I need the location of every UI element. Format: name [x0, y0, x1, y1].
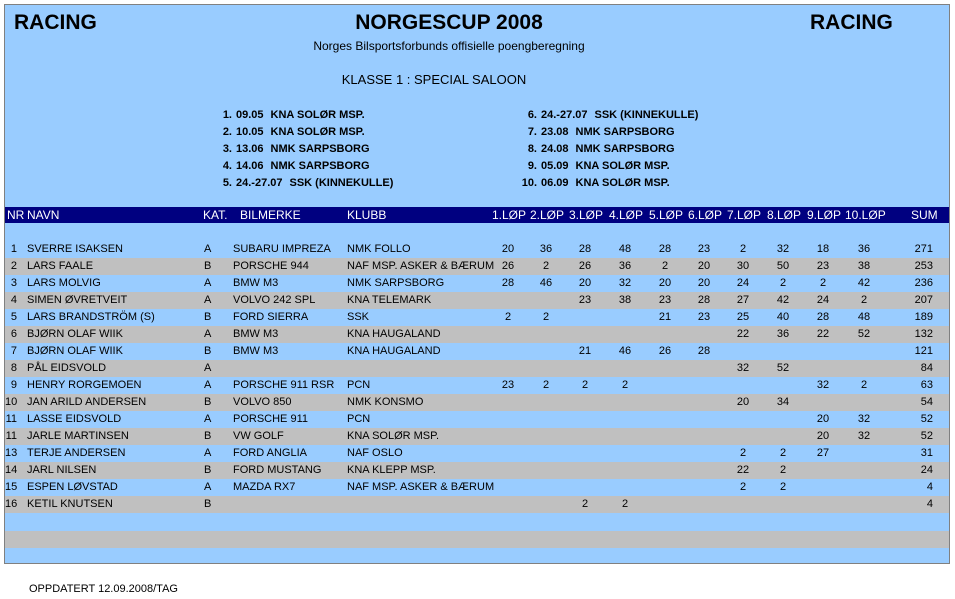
cell-lop-3: 20: [578, 277, 592, 289]
cell-kat: B: [204, 260, 212, 272]
cell-sum: 54: [920, 396, 933, 408]
table-row: [5, 360, 949, 377]
cell-lop-1: 20: [501, 243, 515, 255]
col-lop-4: 4.LØP: [608, 208, 644, 222]
race-number: 2.: [222, 126, 232, 138]
cell-lop-7: 24: [736, 277, 750, 289]
cell-lop-8: 50: [776, 260, 790, 272]
cell-nr: 4: [10, 294, 17, 306]
race-place: NMK SARPSBORG: [270, 160, 370, 172]
col-navn: NAVN: [27, 208, 60, 222]
cell-navn: JAN ARILD ANDERSEN: [27, 396, 147, 408]
cell-lop-7: 22: [736, 464, 750, 476]
cell-navn: JARLE MARTINSEN: [27, 430, 129, 442]
cell-klubb: NAF MSP. ASKER & BÆRUM: [347, 481, 495, 493]
cell-klubb: PCN: [347, 413, 371, 425]
table-bottom-stripe: [5, 531, 949, 548]
cell-lop-10: 36: [857, 243, 871, 255]
racing-label-left: RACING: [14, 11, 97, 34]
cell-lop-4: 2: [621, 379, 629, 391]
cell-lop-10: 2: [860, 294, 868, 306]
table-row: [5, 343, 949, 360]
cell-lop-9: 32: [816, 379, 830, 391]
col-klubb: KLUBB: [347, 208, 387, 222]
cell-lop-3: 2: [581, 498, 589, 510]
col-lop-3: 3.LØP: [568, 208, 604, 222]
cell-lop-6: 23: [697, 311, 711, 323]
race-number: 4.: [222, 160, 232, 172]
cell-kat: B: [204, 396, 212, 408]
cell-lop-10: 32: [857, 413, 871, 425]
cell-kat: B: [204, 311, 212, 323]
cell-lop-1: 23: [501, 379, 515, 391]
cell-bilmerke: BMW M3: [233, 328, 279, 340]
cell-lop-3: 23: [578, 294, 592, 306]
cell-nr: 11: [5, 413, 17, 425]
col-lop-8: 8.LØP: [766, 208, 802, 222]
cell-sum: 132: [914, 328, 933, 340]
class-label: KLASSE 1 : SPECIAL SALOON: [341, 72, 527, 87]
race-place: KNA SOLØR MSP.: [575, 160, 670, 172]
cell-kat: A: [204, 447, 212, 459]
cell-sum: 121: [914, 345, 933, 357]
cell-navn: HENRY RORGEMOEN: [27, 379, 142, 391]
cell-lop-2: 2: [542, 379, 550, 391]
cell-lop-1: 28: [501, 277, 515, 289]
cell-lop-10: 42: [857, 277, 871, 289]
table-row: [5, 462, 949, 479]
cell-kat: B: [204, 464, 212, 476]
race-item: [210, 160, 370, 172]
cell-lop-7: 22: [736, 328, 750, 340]
cell-sum: 4: [926, 481, 933, 493]
col-lop-2: 2.LØP: [529, 208, 565, 222]
cell-lop-8: 2: [779, 447, 787, 459]
cell-lop-3: 28: [578, 243, 592, 255]
cell-lop-7: 2: [739, 481, 747, 493]
col-kat: KAT.: [203, 208, 228, 222]
cell-navn: JARL NILSEN: [27, 464, 97, 476]
table-header: [5, 207, 949, 223]
race-number: 6.: [527, 109, 537, 121]
cell-lop-9: 20: [816, 430, 830, 442]
cell-nr: 7: [10, 345, 17, 357]
cell-klubb: NAF OSLO: [347, 447, 403, 459]
cell-lop-8: 2: [779, 464, 787, 476]
page-title: NORGESCUP 2008: [355, 11, 543, 34]
cell-klubb: PCN: [347, 379, 371, 391]
cell-lop-5: 28: [658, 243, 672, 255]
col-lop-10: 10.LØP: [845, 208, 886, 222]
cell-navn: LASSE EIDSVOLD: [27, 413, 122, 425]
cell-bilmerke: BMW M3: [233, 277, 279, 289]
cell-kat: B: [204, 430, 212, 442]
cell-lop-10: 48: [857, 311, 871, 323]
cell-kat: A: [204, 243, 212, 255]
cell-lop-5: 23: [658, 294, 672, 306]
cell-klubb: KNA KLEPP MSP.: [347, 464, 436, 476]
cell-bilmerke: SUBARU IMPREZA: [233, 243, 331, 255]
cell-nr: 10: [5, 396, 18, 408]
race-item: [515, 143, 675, 155]
cell-sum: 189: [914, 311, 933, 323]
cell-lop-10: 52: [857, 328, 871, 340]
table-row: [5, 411, 949, 428]
race-place: NMK SARPSBORG: [270, 143, 370, 155]
cell-lop-10: 38: [857, 260, 871, 272]
cell-bilmerke: FORD ANGLIA: [233, 447, 307, 459]
race-item: [515, 177, 670, 189]
race-number: 1.: [222, 109, 232, 121]
table-row: [5, 479, 949, 496]
table-row: [5, 377, 949, 394]
cell-lop-4: 2: [621, 498, 629, 510]
cell-lop-9: 22: [816, 328, 830, 340]
cell-navn: ESPEN LØVSTAD: [27, 481, 118, 493]
cell-nr: 15: [5, 481, 18, 493]
race-number: 3.: [222, 143, 232, 155]
cell-lop-9: 23: [816, 260, 830, 272]
cell-lop-7: 20: [736, 396, 750, 408]
cell-bilmerke: FORD SIERRA: [233, 311, 309, 323]
cell-klubb: KNA TELEMARK: [347, 294, 432, 306]
cell-lop-3: 2: [581, 379, 589, 391]
race-date: 14.06: [236, 160, 264, 172]
cell-bilmerke: VOLVO 242 SPL: [233, 294, 316, 306]
cell-bilmerke: PORSCHE 911: [233, 413, 308, 425]
col-lop-7: 7.LØP: [726, 208, 762, 222]
cell-kat: B: [204, 345, 212, 357]
cell-lop-4: 48: [618, 243, 632, 255]
cell-lop-6: 23: [697, 243, 711, 255]
cell-lop-7: 32: [736, 362, 750, 374]
cell-lop-5: 20: [658, 277, 672, 289]
cell-lop-1: 2: [504, 311, 512, 323]
race-place: SSK (KINNEKULLE): [594, 109, 699, 121]
col-lop-9: 9.LØP: [806, 208, 842, 222]
cell-kat: A: [204, 413, 212, 425]
cell-lop-4: 36: [618, 260, 632, 272]
race-number: 5.: [222, 177, 232, 189]
cell-lop-6: 28: [697, 294, 711, 306]
page-subtitle: Norges Bilsportsforbunds offisielle poengberegning: [313, 39, 585, 53]
cell-lop-8: 52: [776, 362, 790, 374]
race-place: KNA SOLØR MSP.: [575, 177, 670, 189]
race-date: 05.09: [541, 160, 569, 172]
col-bilmerke: BILMERKE: [240, 208, 301, 222]
cell-lop-8: 2: [779, 277, 787, 289]
cell-nr: 9: [10, 379, 17, 391]
race-date: 06.09: [541, 177, 569, 189]
cell-nr: 14: [5, 464, 18, 476]
racing-label-right: RACING: [810, 11, 893, 34]
cell-navn: SIMEN ØVRETVEIT: [27, 294, 128, 306]
cell-navn: LARS BRANDSTRÖM (S): [27, 311, 155, 323]
cell-lop-8: 34: [776, 396, 790, 408]
cell-sum: 271: [914, 243, 933, 255]
results-table: [5, 241, 949, 513]
cell-klubb: NMK FOLLO: [347, 243, 411, 255]
table-row: [5, 275, 949, 292]
race-date: 13.06: [236, 143, 264, 155]
cell-klubb: KNA HAUGALAND: [347, 345, 441, 357]
cell-nr: 8: [10, 362, 17, 374]
cell-sum: 52: [920, 413, 933, 425]
table-row: [5, 445, 949, 462]
race-number: 10.: [521, 177, 537, 189]
cell-klubb: NMK SARPSBORG: [347, 277, 445, 289]
cell-bilmerke: FORD MUSTANG: [233, 464, 322, 476]
race-item: [210, 143, 370, 155]
race-item: [515, 109, 698, 121]
cell-sum: 236: [914, 277, 933, 289]
cell-lop-5: 26: [658, 345, 672, 357]
cell-kat: A: [204, 379, 212, 391]
cell-sum: 24: [920, 464, 933, 476]
cell-nr: 11: [5, 430, 17, 442]
cell-nr: 5: [10, 311, 17, 323]
race-date: 23.08: [541, 126, 569, 138]
cell-lop-2: 46: [539, 277, 553, 289]
cell-sum: 253: [914, 260, 933, 272]
cell-lop-10: 32: [857, 430, 871, 442]
col-lop-6: 6.LØP: [687, 208, 723, 222]
cell-navn: BJØRN OLAF WIIK: [27, 328, 123, 340]
cell-lop-2: 36: [539, 243, 553, 255]
race-item: [210, 126, 365, 138]
cell-lop-8: 42: [776, 294, 790, 306]
cell-navn: TERJE ANDERSEN: [27, 447, 126, 459]
col-nr: NR: [7, 208, 25, 222]
cell-bilmerke: PORSCHE 911 RSR: [233, 379, 335, 391]
cell-lop-8: 40: [776, 311, 790, 323]
cell-nr: 13: [5, 447, 18, 459]
race-place: NMK SARPSBORG: [575, 143, 675, 155]
cell-sum: 4: [926, 498, 933, 510]
cell-lop-5: 2: [661, 260, 669, 272]
cell-lop-9: 24: [816, 294, 830, 306]
cell-klubb: KNA HAUGALAND: [347, 328, 441, 340]
cell-lop-9: 18: [816, 243, 830, 255]
cell-kat: B: [204, 498, 212, 510]
race-date: 24.-27.07: [236, 177, 283, 189]
cell-sum: 207: [914, 294, 933, 306]
cell-kat: A: [204, 294, 212, 306]
col-lop-1: 1.LØP: [491, 208, 527, 222]
col-lop-5: 5.LØP: [648, 208, 684, 222]
cell-klubb: SSK: [347, 311, 370, 323]
cell-lop-9: 20: [816, 413, 830, 425]
race-date: 24.08: [541, 143, 569, 155]
table-row: [5, 309, 949, 326]
cell-lop-5: 21: [658, 311, 672, 323]
race-number: 7.: [527, 126, 537, 138]
cell-kat: A: [204, 362, 212, 374]
footer-updated: OPPDATERT 12.09.2008/TAG: [29, 583, 178, 595]
race-place: KNA SOLØR MSP.: [270, 126, 365, 138]
race-number: 9.: [527, 160, 537, 172]
table-row: [5, 326, 949, 343]
cell-lop-10: 2: [860, 379, 868, 391]
cell-lop-7: 25: [736, 311, 750, 323]
cell-kat: A: [204, 481, 212, 493]
cell-bilmerke: VW GOLF: [233, 430, 284, 442]
cell-navn: KETIL KNUTSEN: [27, 498, 113, 510]
cell-lop-3: 26: [578, 260, 592, 272]
table-row: [5, 258, 949, 275]
race-number: 8.: [527, 143, 537, 155]
race-date: 09.05: [236, 109, 264, 121]
cell-lop-9: 27: [816, 447, 830, 459]
cell-lop-8: 2: [779, 481, 787, 493]
table-row: [5, 428, 949, 445]
cell-lop-8: 32: [776, 243, 790, 255]
cell-lop-9: 2: [819, 277, 827, 289]
cell-nr: 6: [10, 328, 17, 340]
race-place: KNA SOLØR MSP.: [270, 109, 365, 121]
cell-kat: A: [204, 277, 212, 289]
cell-sum: 84: [920, 362, 933, 374]
race-place: NMK SARPSBORG: [575, 126, 675, 138]
cell-navn: LARS MOLVIG: [27, 277, 101, 289]
cell-lop-2: 2: [542, 260, 550, 272]
table-row: [5, 496, 949, 513]
cell-lop-7: 27: [736, 294, 750, 306]
cell-navn: SVERRE ISAKSEN: [27, 243, 123, 255]
cell-nr: 1: [10, 243, 17, 255]
race-date: 24.-27.07: [541, 109, 588, 121]
table-row: [5, 292, 949, 309]
cell-klubb: NMK KONSMO: [347, 396, 424, 408]
race-item: [210, 177, 393, 189]
race-item: [210, 109, 365, 121]
cell-bilmerke: BMW M3: [233, 345, 279, 357]
cell-navn: BJØRN OLAF WIIK: [27, 345, 123, 357]
race-place: SSK (KINNEKULLE): [289, 177, 394, 189]
cell-sum: 63: [920, 379, 933, 391]
cell-bilmerke: MAZDA RX7: [233, 481, 296, 493]
cell-navn: PÅL EIDSVOLD: [27, 362, 107, 374]
cell-klubb: KNA SOLØR MSP.: [347, 430, 440, 442]
cell-navn: LARS FAALE: [27, 260, 94, 272]
cell-kat: A: [204, 328, 212, 340]
race-item: [515, 160, 670, 172]
cell-lop-4: 46: [618, 345, 632, 357]
cell-lop-4: 38: [618, 294, 632, 306]
cell-lop-8: 36: [776, 328, 790, 340]
cell-nr: 2: [10, 260, 17, 272]
table-row: [5, 394, 949, 411]
race-date: 10.05: [236, 126, 264, 138]
cell-nr: 3: [10, 277, 17, 289]
cell-nr: 16: [5, 498, 18, 510]
cell-lop-7: 2: [739, 243, 747, 255]
results-sheet: [4, 4, 950, 564]
cell-klubb: NAF MSP. ASKER & BÆRUM: [347, 260, 495, 272]
cell-lop-4: 32: [618, 277, 632, 289]
cell-lop-3: 21: [578, 345, 592, 357]
cell-lop-7: 2: [739, 447, 747, 459]
cell-lop-6: 20: [697, 277, 711, 289]
cell-lop-6: 28: [697, 345, 711, 357]
cell-sum: 31: [920, 447, 933, 459]
col-sum: SUM: [911, 208, 938, 222]
cell-lop-9: 28: [816, 311, 830, 323]
cell-lop-7: 30: [736, 260, 750, 272]
cell-lop-2: 2: [542, 311, 550, 323]
race-item: [515, 126, 675, 138]
table-row: [5, 241, 949, 258]
cell-lop-6: 20: [697, 260, 711, 272]
cell-bilmerke: VOLVO 850: [233, 396, 292, 408]
cell-lop-1: 26: [501, 260, 515, 272]
cell-bilmerke: PORSCHE 944: [233, 260, 309, 272]
cell-sum: 52: [920, 430, 933, 442]
